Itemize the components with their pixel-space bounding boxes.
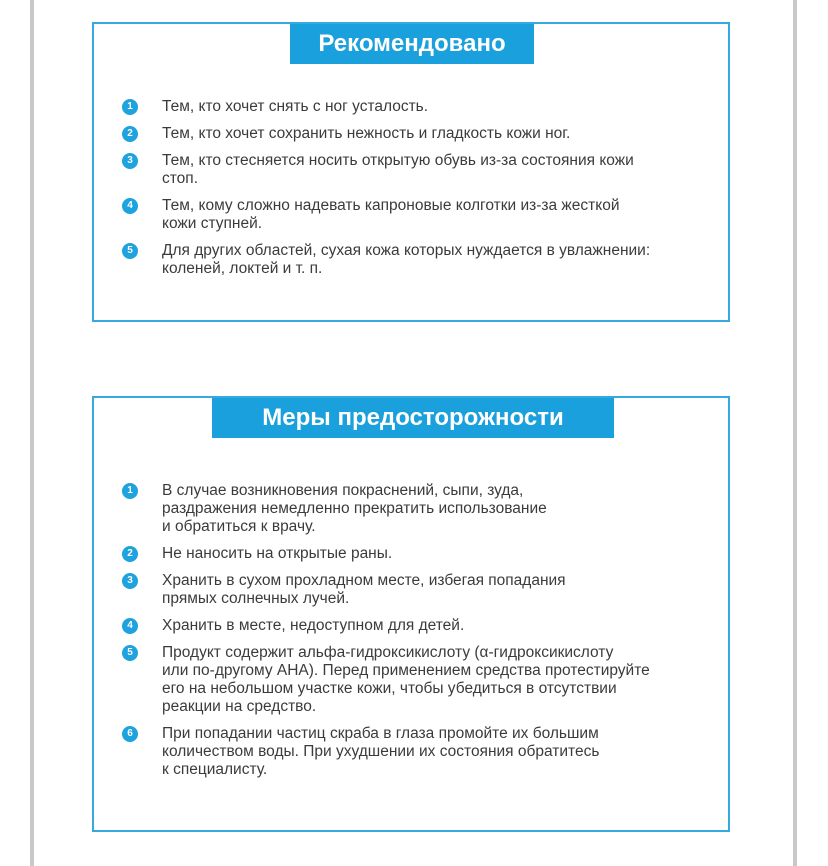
list-item: [94, 98, 728, 116]
precautions-list: [94, 482, 728, 788]
list-item: [94, 197, 728, 233]
list-item: [94, 152, 728, 188]
list-item: [94, 617, 728, 635]
list-item-text: Не наносить на открытые раны.: [162, 545, 393, 562]
list-item-text: Хранить в месте, недоступном для детей.: [162, 617, 465, 634]
number-badge-icon: 5: [122, 243, 138, 259]
list-item: [94, 644, 728, 716]
list-item-text: Для других областей, сухая кожа которых нуждается в увлажнении: коленей, локтей и т. п.: [162, 242, 651, 277]
precautions-panel: [92, 396, 730, 832]
list-item-text: В случае возникновения покраснений, сыпи, зуда, раздражения немедленно прекратить использование и обратиться к врачу.: [162, 482, 547, 535]
number-badge-icon: 3: [122, 153, 138, 169]
number-badge-icon: 6: [122, 726, 138, 742]
recommended-panel: [92, 22, 730, 322]
number-badge-icon: 2: [122, 126, 138, 142]
number-badge-icon: 2: [122, 546, 138, 562]
page-edge-left: [30, 0, 34, 866]
number-badge-icon: 1: [122, 483, 138, 499]
number-badge-icon: 5: [122, 645, 138, 661]
number-badge-icon: 4: [122, 618, 138, 634]
list-item: [94, 482, 728, 536]
list-item-text: При попадании частиц скраба в глаза промойте их большим количеством воды. При ухудшении их состояния обратитесь к специалисту.: [162, 725, 600, 778]
list-item: [94, 572, 728, 608]
number-badge-icon: 4: [122, 198, 138, 214]
list-item-text: Тем, кто хочет сохранить нежность и гладкость кожи ног.: [162, 125, 571, 142]
list-item: [94, 242, 728, 278]
recommended-title: Рекомендовано: [290, 24, 534, 64]
page-edge-right: [793, 0, 797, 866]
list-item-text: Тем, кто стесняется носить открытую обувь из-за состояния кожи стоп.: [162, 152, 634, 187]
number-badge-icon: 3: [122, 573, 138, 589]
list-item-text: Тем, кто хочет снять с ног усталость.: [162, 98, 429, 115]
list-item-text: Хранить в сухом прохладном месте, избегая попадания прямых солнечных лучей.: [162, 572, 566, 607]
recommended-list: [94, 98, 728, 287]
list-item-text: Продукт содержит альфа-гидроксикислоту (α-гидроксикислоту или по-другому AHA). Перед применением средства протестируйте его на небольшом участке кожи, чтобы убедиться в отсутствии реакции на средство.: [162, 644, 650, 715]
list-item: [94, 545, 728, 563]
list-item: [94, 125, 728, 143]
number-badge-icon: 1: [122, 99, 138, 115]
list-item: [94, 725, 728, 779]
precautions-title: Меры предосторожности: [212, 398, 614, 438]
list-item-text: Тем, кому сложно надевать капроновые колготки из-за жесткой кожи ступней.: [162, 197, 620, 232]
